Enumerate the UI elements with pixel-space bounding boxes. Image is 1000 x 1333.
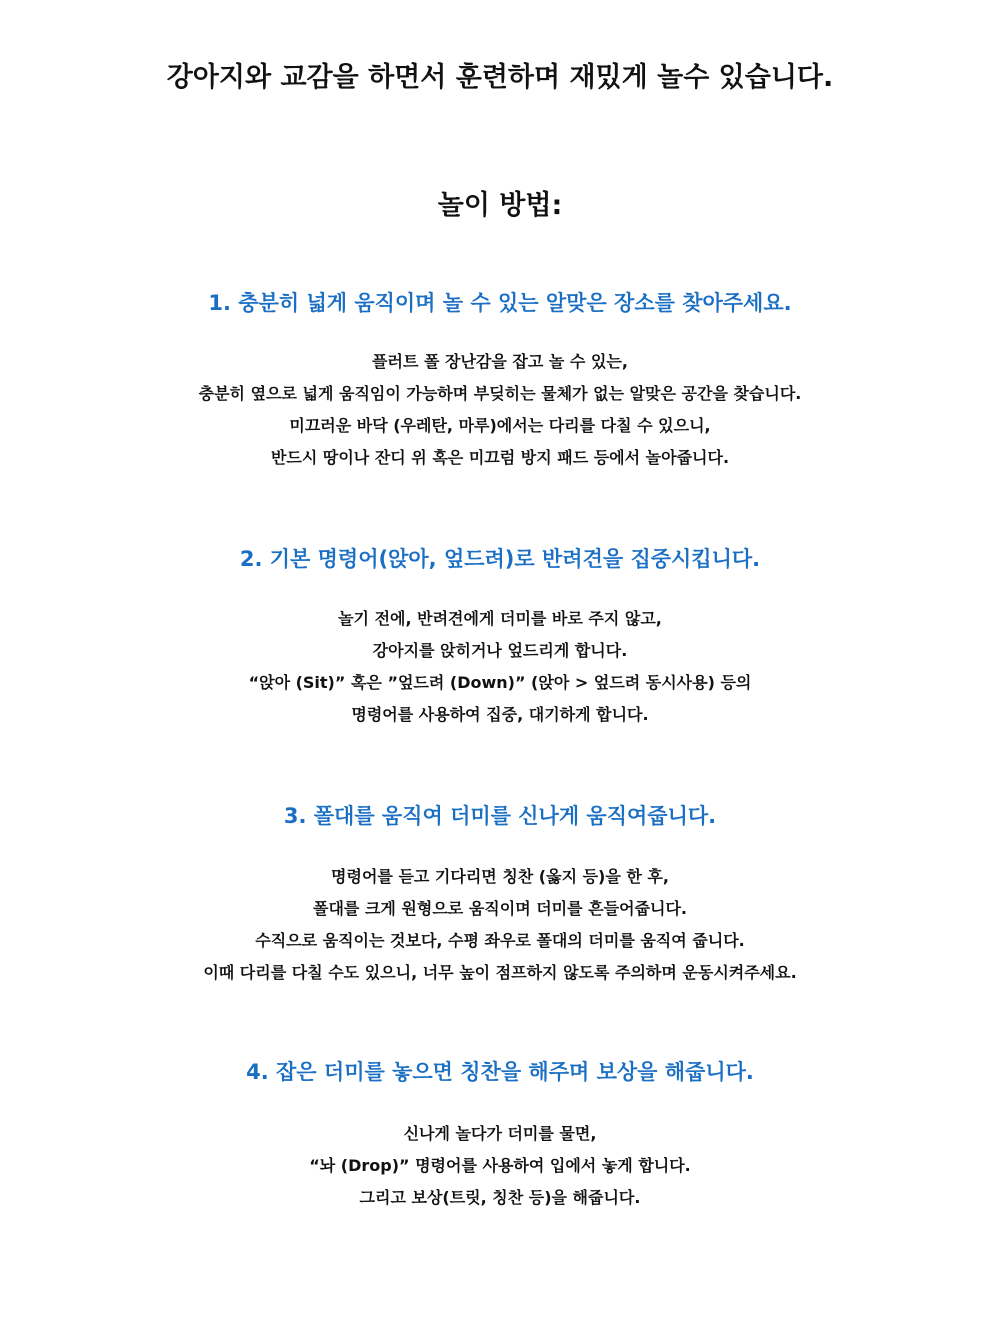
step-4-body	[0, 1118, 1000, 1214]
step-1-line-2: 충분히 옆으로 넓게 움직임이 가능하며 부딪히는 물체가 없는 알맞은 공간을 찾습니다.	[198, 384, 802, 403]
step-3-line-2: 폴대를 크게 원형으로 움직이며 더미를 흔들어줍니다.	[313, 899, 687, 918]
step-2-line-2: 강아지를 앉히거나 엎드리게 합니다.	[372, 641, 628, 660]
step-1-line-3: 미끄러운 바닥 (우레탄, 마루)에서는 다리를 다칠 수 있으니,	[289, 416, 711, 435]
step-3-line-3: 수직으로 움직이는 것보다, 수평 좌우로 폴대의 더미를 움직여 줍니다.	[255, 931, 745, 950]
step-1-body	[0, 346, 1000, 474]
step-1-line-1: 플러트 폴 장난감을 잡고 놀 수 있는,	[372, 352, 628, 371]
page-title: 강아지와 교감을 하면서 훈련하며 재밌게 놀수 있습니다.	[166, 62, 834, 93]
step-2-body	[0, 603, 1000, 731]
step-4-heading: 4. 잡은 더미를 놓으면 칭찬을 해주며 보상을 해줍니다.	[246, 1060, 754, 1084]
step-3-line-4: 이때 다리를 다칠 수도 있으니, 너무 높이 점프하지 않도록 주의하며 운동시켜주세요.	[203, 963, 797, 982]
step-1-line-4: 반드시 땅이나 잔디 위 혹은 미끄럼 방지 패드 등에서 놀아줍니다.	[270, 448, 730, 467]
step-4-line-2: “놔 (Drop)” 명령어를 사용하여 입에서 놓게 합니다.	[309, 1156, 691, 1175]
step-3-line-1: 명령어를 듣고 기다리면 칭찬 (옳지 등)을 한 후,	[331, 867, 669, 886]
step-4-line-3: 그리고 보상(트릿, 칭찬 등)을 해줍니다.	[359, 1188, 641, 1207]
step-1-heading: 1. 충분히 넓게 움직이며 놀 수 있는 알맞은 장소를 찾아주세요.	[208, 291, 792, 315]
step-3-body	[0, 861, 1000, 989]
step-4-line-1: 신나게 놀다가 더미를 물면,	[403, 1124, 597, 1143]
step-2-line-3: “앉아 (Sit)” 혹은 ”엎드려 (Down)” (앉아 > 엎드려 동시사용) 등의	[248, 673, 752, 692]
step-2-line-1: 놀기 전에, 반려견에게 더미를 바로 주지 않고,	[338, 609, 662, 628]
step-2-line-4: 명령어를 사용하여 집중, 대기하게 합니다.	[351, 705, 649, 724]
step-2-heading: 2. 기본 명령어(앉아, 엎드려)로 반려견을 집중시킵니다.	[239, 547, 761, 571]
section-subheading: 놀이 방법:	[437, 190, 563, 221]
step-3-heading: 3. 폴대를 움직여 더미를 신나게 움직여줍니다.	[283, 804, 717, 828]
